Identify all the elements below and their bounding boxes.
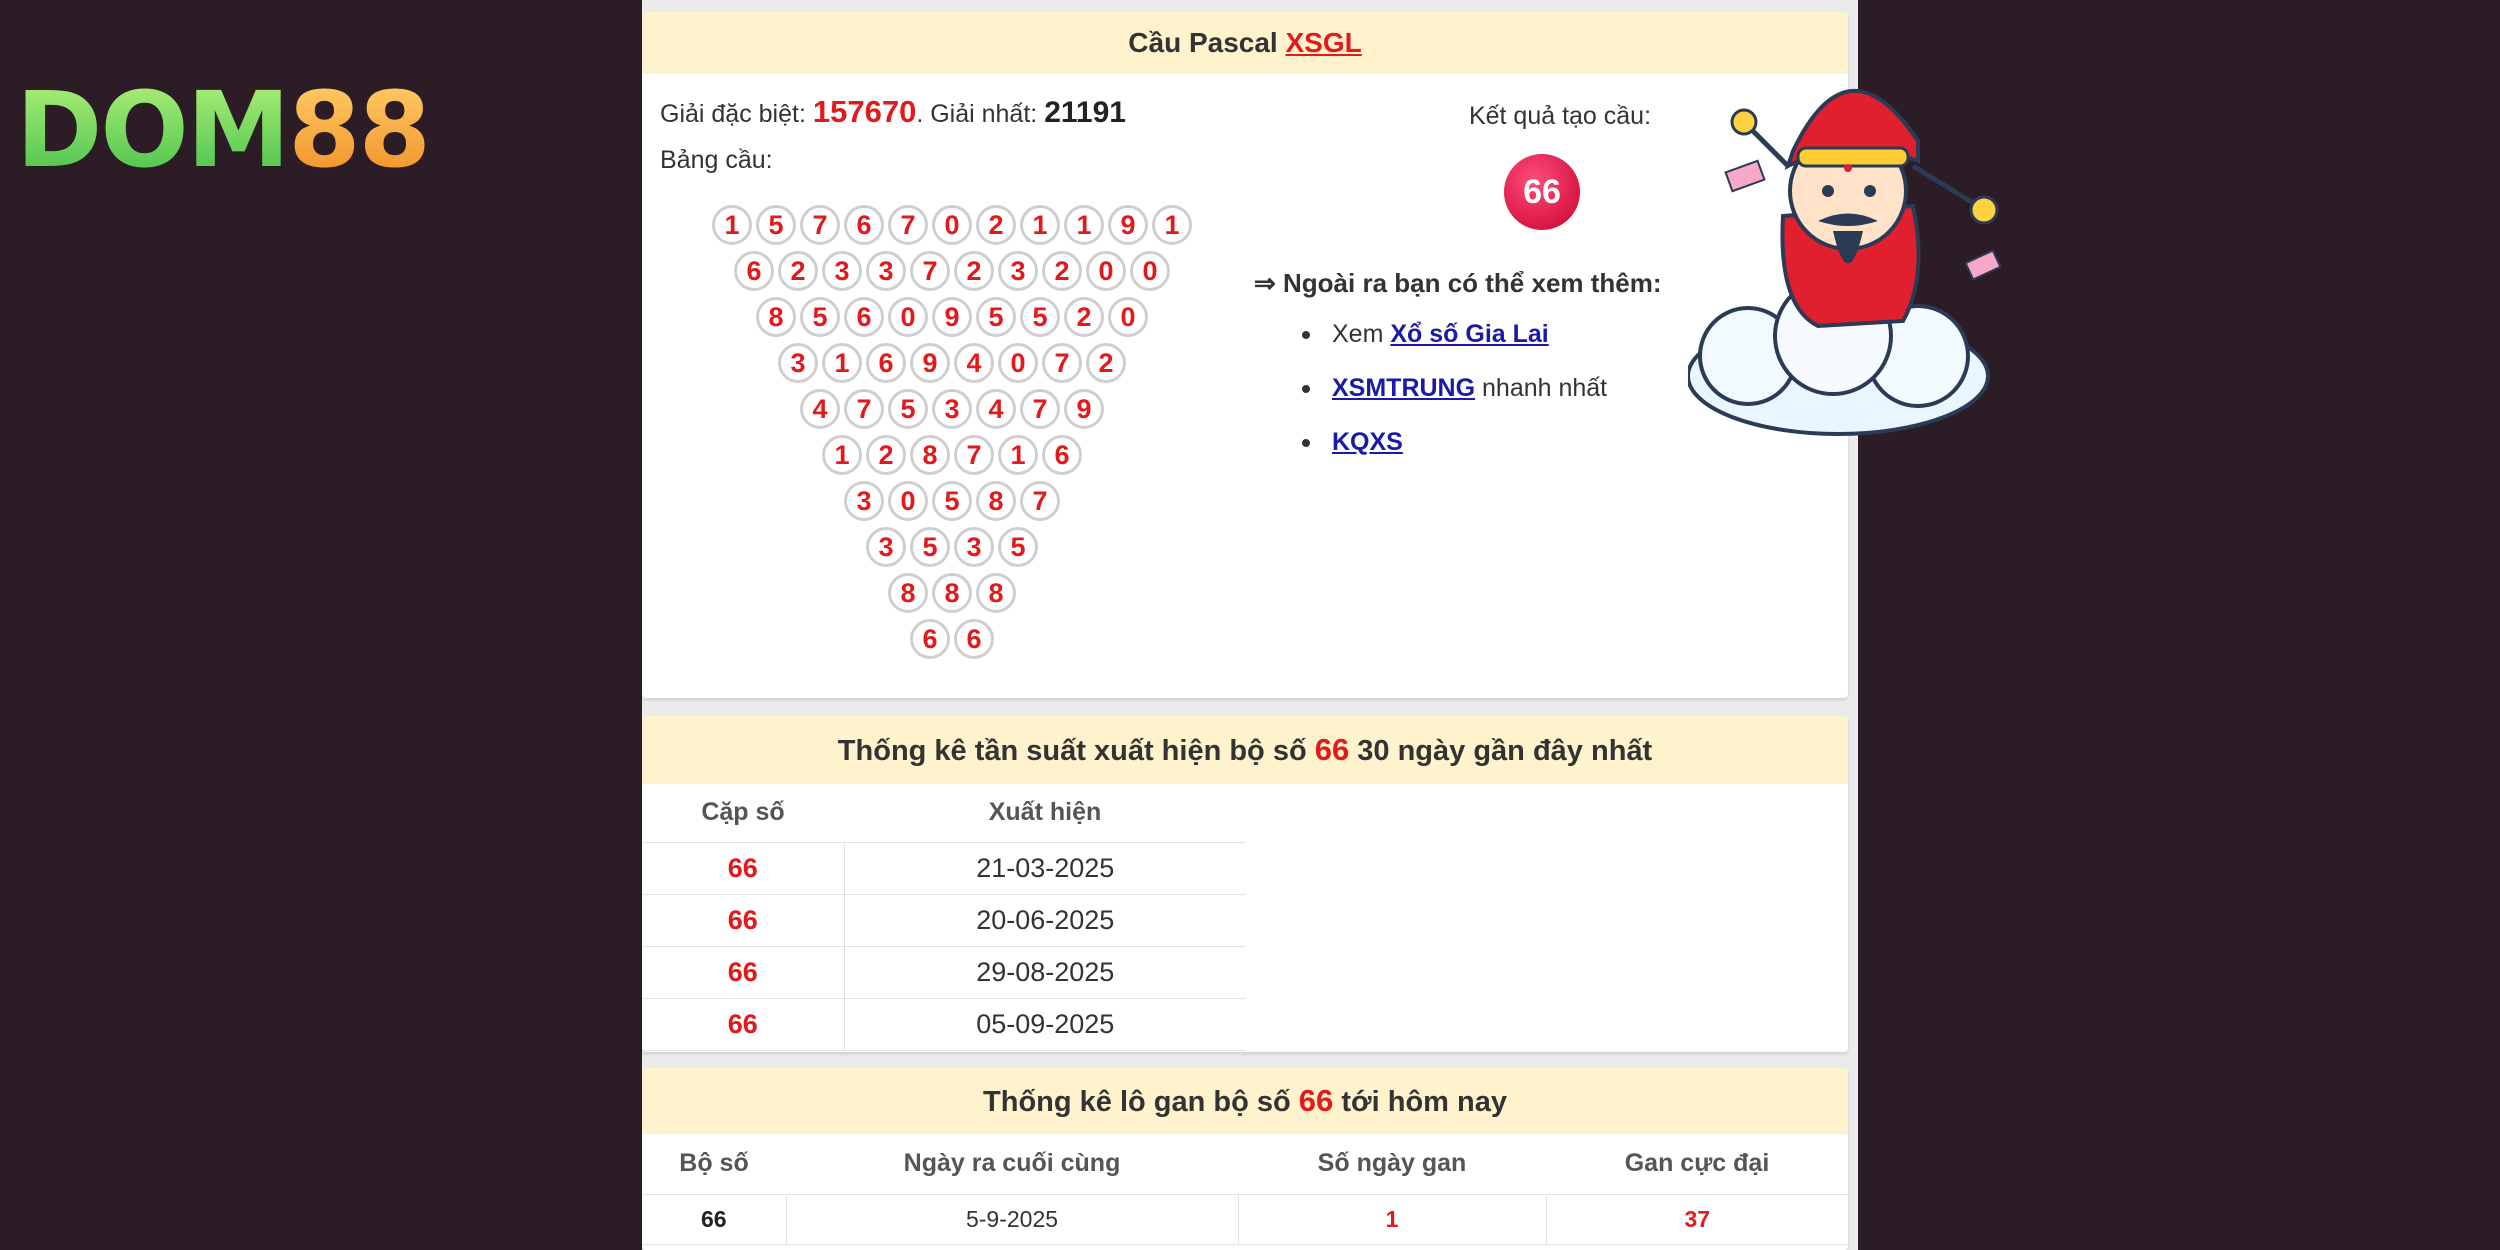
table-row <box>642 1194 1848 1244</box>
pascal-ball: 7 <box>1020 389 1060 429</box>
gan-title-pre: Thống kê lô gan bộ số <box>983 1086 1299 1118</box>
pascal-row <box>702 478 1202 524</box>
pascal-ball: 5 <box>800 297 840 337</box>
more-item-xsmtrung <box>1302 370 1607 424</box>
pascal-ball: 8 <box>976 481 1016 521</box>
gan-date-cell: 5-9-2025 <box>786 1194 1238 1244</box>
col-xuat-hien: Xuất hiện <box>844 784 1246 842</box>
pascal-table-label: Bảng cầu: <box>660 146 773 174</box>
result-ball: 66 <box>1504 154 1580 230</box>
pascal-ball: 7 <box>1020 481 1060 521</box>
pascal-ball: 8 <box>910 435 950 475</box>
logo-text-dom: DOM <box>16 69 289 191</box>
result-label: Kết quả tạo cầu: <box>1468 102 1652 130</box>
pascal-ball: 0 <box>1108 297 1148 337</box>
special-prize-label: Giải đặc biệt: <box>660 100 806 128</box>
table-row <box>642 998 1246 1050</box>
pascal-ball: 3 <box>866 527 906 567</box>
more-links-list <box>1302 316 1607 478</box>
pascal-ball: 1 <box>822 343 862 383</box>
pascal-ball: 9 <box>932 297 972 337</box>
pascal-ball: 1 <box>998 435 1038 475</box>
pascal-ball: 6 <box>844 205 884 245</box>
gan-max-cell: 37 <box>1546 1194 1848 1244</box>
pascal-ball: 9 <box>1108 205 1148 245</box>
pascal-row <box>702 524 1202 570</box>
gan-title-num: 66 <box>1298 1083 1334 1118</box>
pascal-ball: 3 <box>844 481 884 521</box>
prize-line <box>660 94 1126 130</box>
pascal-ball: 2 <box>1086 343 1126 383</box>
col-cap-so: Cặp số <box>642 784 844 842</box>
pair-cell: 66 <box>642 998 844 1050</box>
pascal-header <box>642 12 1848 74</box>
kqxs-link[interactable]: KQXS <box>1332 428 1403 456</box>
table-row <box>642 842 1246 894</box>
more-item-gialai <box>1302 316 1607 370</box>
col-so-ngay-gan: Số ngày gan <box>1238 1134 1546 1194</box>
more-item-kqxs <box>1302 424 1607 478</box>
frequency-title-post: 30 ngày gần đây nhất <box>1349 735 1653 767</box>
pascal-ball: 2 <box>1042 251 1082 291</box>
col-gan-cuc-dai: Gan cực đại <box>1546 1134 1848 1194</box>
col-bo-so: Bộ số <box>642 1134 786 1194</box>
pascal-ball: 6 <box>866 343 906 383</box>
pascal-ball: 5 <box>910 527 950 567</box>
pascal-ball: 4 <box>954 343 994 383</box>
gan-table <box>642 1134 1848 1245</box>
first-prize-label: . Giải nhất: <box>916 100 1038 128</box>
gan-header <box>642 1068 1848 1134</box>
pascal-ball: 7 <box>954 435 994 475</box>
special-prize-value: 157670 <box>812 94 917 129</box>
first-prize-value: 21191 <box>1044 96 1126 129</box>
date-cell: 21-03-2025 <box>844 842 1246 894</box>
pascal-ball: 5 <box>932 481 972 521</box>
pascal-ball: 5 <box>756 205 796 245</box>
frequency-header <box>642 716 1848 784</box>
frequency-title-num: 66 <box>1314 732 1350 767</box>
pascal-ball: 5 <box>888 389 928 429</box>
pascal-ball: 0 <box>1130 251 1170 291</box>
pascal-title: Cầu Pascal <box>1128 27 1278 58</box>
pair-cell: 66 <box>642 842 844 894</box>
pascal-panel <box>642 12 1848 698</box>
pascal-ball: 7 <box>910 251 950 291</box>
pascal-ball: 4 <box>976 389 1016 429</box>
pascal-ball: 0 <box>1086 251 1126 291</box>
gan-num-cell: 66 <box>642 1194 786 1244</box>
pascal-ball: 7 <box>844 389 884 429</box>
pascal-ball: 4 <box>800 389 840 429</box>
pascal-ball: 2 <box>778 251 818 291</box>
col-ngay-ra: Ngày ra cuối cùng <box>786 1134 1238 1194</box>
pascal-ball: 3 <box>954 527 994 567</box>
pascal-triangle <box>702 202 1202 662</box>
pascal-ball: 0 <box>932 205 972 245</box>
xsmtrung-link[interactable]: XSMTRUNG <box>1332 374 1476 402</box>
pascal-ball: 3 <box>998 251 1038 291</box>
pascal-row <box>702 294 1202 340</box>
xo-so-gia-lai-link[interactable]: Xổ số Gia Lai <box>1390 320 1549 348</box>
pascal-row <box>702 616 1202 662</box>
pascal-ball: 1 <box>712 205 752 245</box>
gan-panel <box>642 1068 1848 1250</box>
xsgl-link[interactable]: XSGL <box>1285 27 1362 58</box>
frequency-panel <box>642 716 1848 1052</box>
pascal-ball: 7 <box>800 205 840 245</box>
pascal-ball: 1 <box>1152 205 1192 245</box>
pascal-ball: 8 <box>756 297 796 337</box>
dom88-logo[interactable] <box>16 69 429 191</box>
pair-cell: 66 <box>642 894 844 946</box>
pascal-ball: 8 <box>976 573 1016 613</box>
pascal-ball: 9 <box>1064 389 1104 429</box>
pascal-ball: 2 <box>1064 297 1104 337</box>
pascal-ball: 0 <box>888 297 928 337</box>
pascal-ball: 3 <box>778 343 818 383</box>
pascal-ball: 1 <box>1020 205 1060 245</box>
date-cell: 29-08-2025 <box>844 946 1246 998</box>
pascal-ball: 5 <box>1020 297 1060 337</box>
pascal-ball: 6 <box>734 251 774 291</box>
table-row <box>642 946 1246 998</box>
god-of-wealth-mascot-icon <box>1688 56 2028 446</box>
pascal-ball: 7 <box>888 205 928 245</box>
date-cell: 20-06-2025 <box>844 894 1246 946</box>
pascal-ball: 9 <box>910 343 950 383</box>
gan-title-post: tới hôm nay <box>1333 1086 1507 1118</box>
date-cell: 05-09-2025 <box>844 998 1246 1050</box>
pascal-ball: 7 <box>1042 343 1082 383</box>
pascal-row <box>702 248 1202 294</box>
pascal-ball: 2 <box>866 435 906 475</box>
pair-cell: 66 <box>642 946 844 998</box>
pascal-ball: 6 <box>844 297 884 337</box>
pascal-ball: 3 <box>932 389 972 429</box>
pascal-ball: 2 <box>954 251 994 291</box>
pascal-ball: 1 <box>822 435 862 475</box>
pascal-ball: 3 <box>822 251 862 291</box>
table-row <box>642 894 1246 946</box>
pascal-row <box>702 570 1202 616</box>
pascal-ball: 1 <box>1064 205 1104 245</box>
frequency-title-pre: Thống kê tần suất xuất hiện bộ số <box>837 735 1315 767</box>
pascal-ball: 3 <box>866 251 906 291</box>
more-item-suffix: nhanh nhất <box>1475 374 1608 402</box>
pascal-ball: 0 <box>888 481 928 521</box>
frequency-table <box>642 784 1246 1051</box>
pascal-ball: 8 <box>888 573 928 613</box>
pascal-ball: 2 <box>976 205 1016 245</box>
pascal-ball: 6 <box>1042 435 1082 475</box>
more-title: ⇒ Ngoài ra bạn có thể xem thêm: <box>1254 268 1662 298</box>
pascal-ball: 8 <box>932 573 972 613</box>
main-content <box>642 0 1858 1250</box>
gan-days-cell: 1 <box>1238 1194 1546 1244</box>
pascal-ball: 5 <box>976 297 1016 337</box>
pascal-row <box>702 386 1202 432</box>
pascal-row <box>702 432 1202 478</box>
pascal-ball: 6 <box>954 619 994 659</box>
more-item-prefix: Xem <box>1332 320 1391 348</box>
pascal-ball: 6 <box>910 619 950 659</box>
logo-text-88: 88 <box>288 69 429 191</box>
pascal-row <box>702 202 1202 248</box>
pascal-ball: 5 <box>998 527 1038 567</box>
pascal-ball: 0 <box>998 343 1038 383</box>
pascal-row <box>702 340 1202 386</box>
